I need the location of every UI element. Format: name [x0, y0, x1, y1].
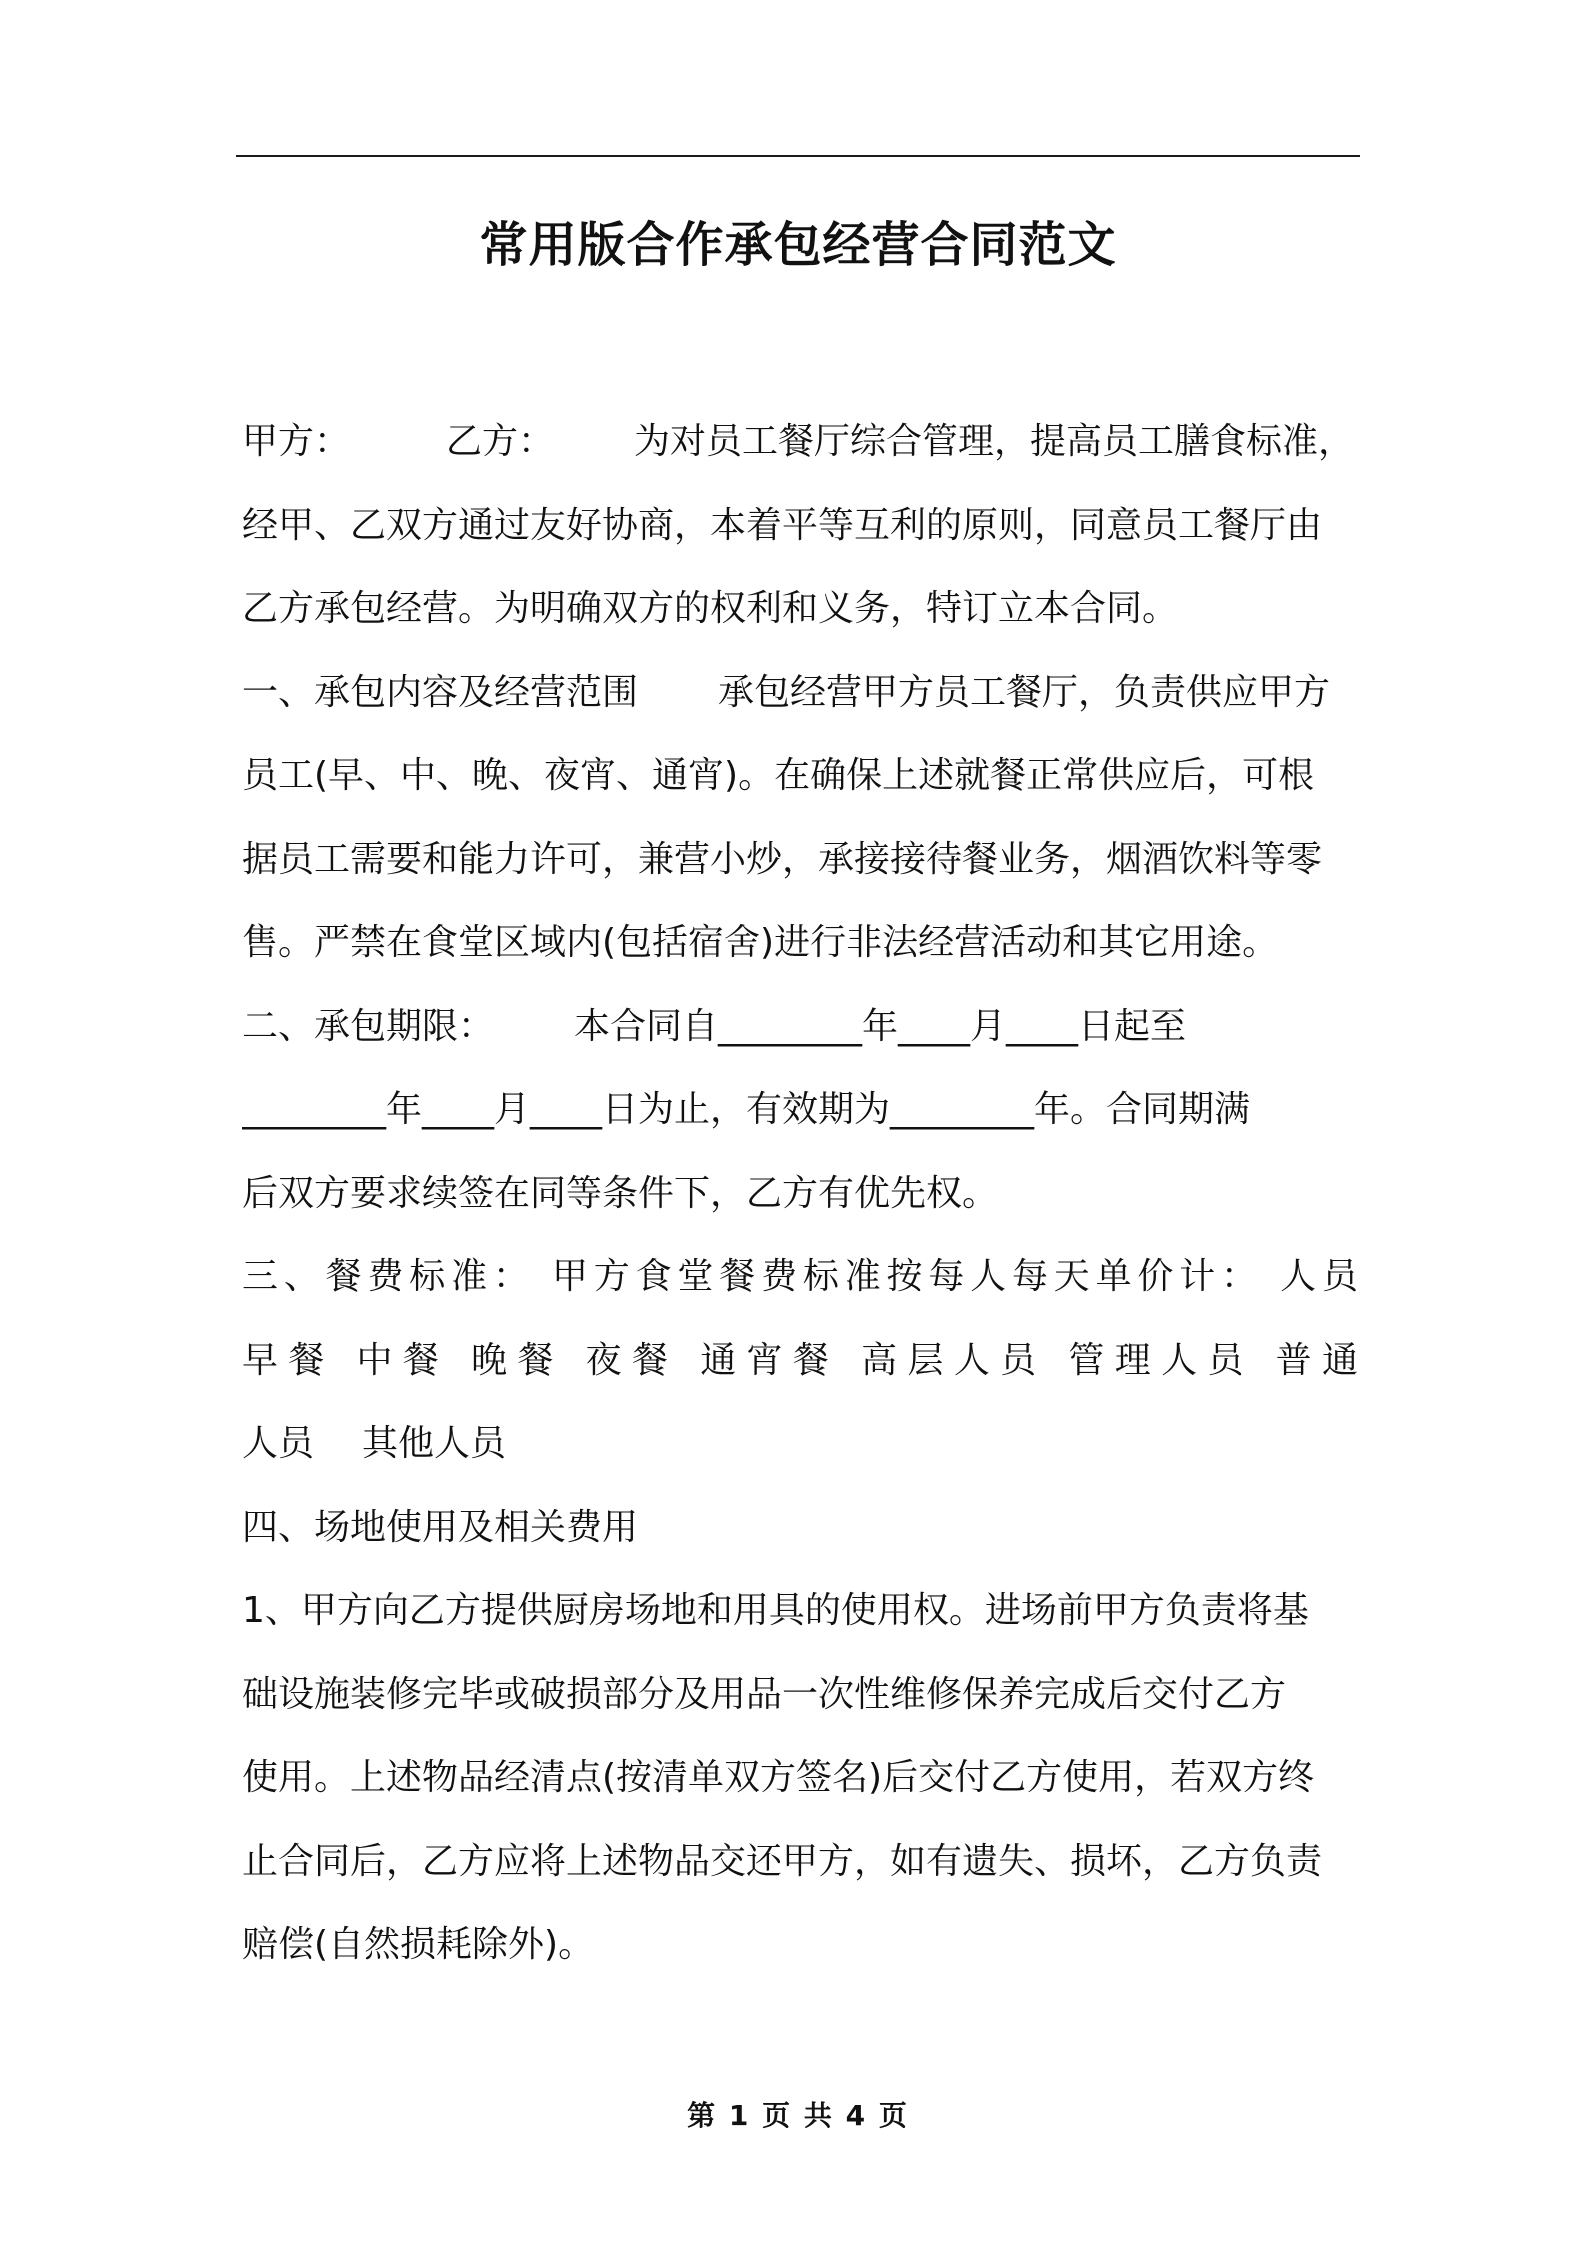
meal-item: 中餐 [356, 1339, 450, 1381]
meal-item: 早餐 [242, 1339, 335, 1381]
intro-line-1 [242, 400, 1358, 484]
meal-item: 通宵餐 [700, 1339, 840, 1381]
section4-line-5: 赔偿(自然损耗除外)。 [242, 1924, 595, 1965]
header-rule [236, 155, 1360, 157]
document-title: 常用版合作承包经营合同范文 [479, 217, 1117, 273]
section2-text: 本合同自________年____月____日起至 [574, 1005, 1187, 1047]
section2-line-1 [242, 985, 1358, 1069]
section3-line-3 [242, 1402, 1358, 1486]
party-b-label: 乙方： [446, 421, 555, 462]
section1-line-4: 售。严禁在食堂区域内(包括宿舍)进行非法经营活动和其它用途。 [242, 922, 1279, 963]
staff-other: 其他人员 [362, 1423, 507, 1464]
staff-normal-cont: 人员 [242, 1423, 315, 1464]
section4-line-4: 止合同后，乙方应将上述物品交还甲方，如有遗失、损坏，乙方负责 [242, 1840, 1323, 1882]
section2-line-3: 后双方要求续签在同等条件下，乙方有优先权。 [242, 1172, 999, 1214]
page-footer: 第 1 页 共 4 页 [687, 2099, 909, 2132]
document-body [242, 400, 1358, 1987]
section3-people: 人员 [1280, 1256, 1358, 1297]
section4-heading: 四、场地使用及相关费用 [242, 1506, 639, 1548]
section3-line-1 [242, 1235, 1358, 1319]
section2-line-2: ________年____月____日为止，有效期为________年。合同期满 [242, 1089, 1251, 1130]
staff-high: 高层人员 [861, 1339, 1047, 1381]
staff-mgmt: 管理人员 [1068, 1339, 1254, 1381]
intro-line-3: 乙方承包经营。为明确双方的权利和义务，特订立本合同。 [242, 588, 1179, 629]
section4-line-2: 础设施装修完毕或破损部分及用品一次性维修保养完成后交付乙方 [242, 1673, 1287, 1715]
party-a-label: 甲方： [242, 421, 351, 462]
intro-line-2: 经甲、乙双方通过友好协商，本着平等互利的原则，同意员工餐厅由 [242, 504, 1323, 546]
intro-text: 为对员工餐厅综合管理，提高员工膳食标准， [634, 421, 1355, 462]
meal-item: 晚餐 [471, 1339, 564, 1381]
section2-heading: 二、承包期限： [242, 1005, 495, 1047]
section4-line-1: 1、甲方向乙方提供厨房场地和用具的使用权。进场前甲方负责将基 [242, 1590, 1309, 1631]
section3-heading: 三、餐费标准： [242, 1256, 535, 1297]
section3-text: 甲方食堂餐费标准按每人每天单价计： [551, 1256, 1263, 1297]
section3-line-2 [242, 1319, 1358, 1403]
section1-text: 承包经营甲方员工餐厅，负责供应甲方 [718, 671, 1331, 713]
section1-line-3: 据员工需要和能力许可，兼营小炒，承接接待餐业务，烟酒饮料等零 [242, 838, 1323, 880]
section4-line-3: 使用。上述物品经清点(按清单双方签名)后交付乙方使用，若双方终 [242, 1757, 1315, 1798]
section1-line-1 [242, 651, 1358, 735]
section1-line-2: 员工(早、中、晚、夜宵、通宵)。在确保上述就餐正常供应后，可根 [242, 755, 1315, 796]
section1-heading: 一、承包内容及经营范围 [242, 671, 639, 713]
meal-item: 夜餐 [585, 1339, 679, 1381]
staff-normal: 普通 [1275, 1339, 1358, 1381]
